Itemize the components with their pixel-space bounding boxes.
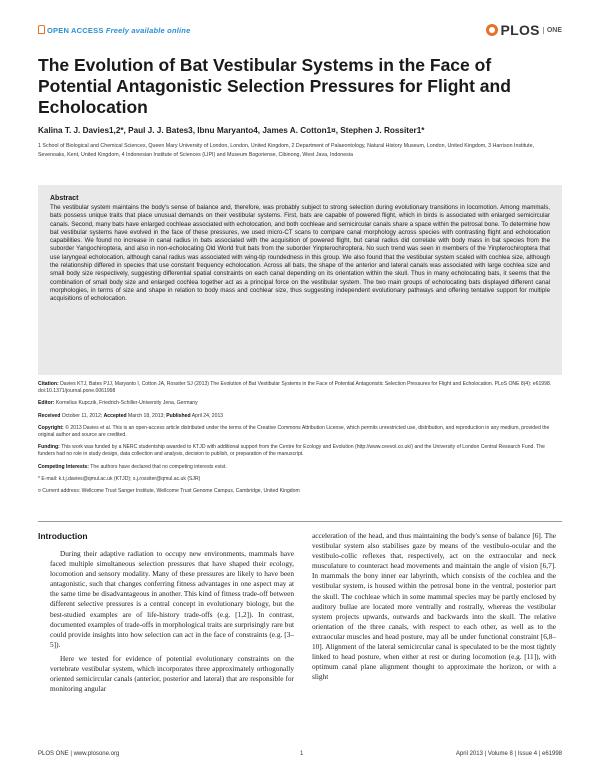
plos-one-logo — [486, 22, 563, 38]
author-list: Kalina T. J. Davies1,2*, Paul J. J. Bates3, Ibnu Maryanto4, James A. Cotton1¤, Stephen J. Rossiter1* — [38, 126, 425, 135]
intro-paragraph: Here we tested for evidence of potential evolutionary constraints on the vertebrate vestibular system, which incorporates three approximately orthogonally oriented semicircular canals (anterior, posterior and lateral) that are responsible for monitoring angular — [50, 653, 294, 694]
introduction-heading: Introduction — [38, 531, 88, 541]
competing-interests-label: Competing Interests: — [38, 463, 89, 470]
plos-logo-icon — [486, 24, 498, 36]
footer-journal: PLOS ONE | www.plosone.org — [38, 751, 120, 757]
citation — [38, 381, 560, 395]
competing-interests-text: The authors have declared that no competing interests exist. — [90, 463, 227, 470]
current-address: ¤ Current address: Wellcome Trust Sanger Institute, Wellcome Trust Genome Campus, Cambridge, United Kingdom — [38, 488, 300, 495]
abstract-text: The vestibular system maintains the body's sense of balance and, therefore, was probably subject to strong selection during evolutionary transitions in locomotion. Among mammals, bats possess unique traits that place unusual demands on their vestibular systems. First, bats are capable of powered flight, which in birds is associated with enlarged semicircular canals. Second, many bats have enlarged cochleae associated with echolocation, and both cochleae and semicircular canals share a space within the petrosal bone. To determine how bat vestibular systems have evolved in the face of these pressures, we used micro-CT scans to compare canal morphology across species with contrasting flight and echolocation capabilities. We found no increase in canal radius in bats associated with the acquisition of powered flight, but canal radius did correlate with body mass in bat species from the suborder Yangochiroptera, and also in non-echolocating Old World fruit bats from the suborder Yinpterochiroptera. No such trend was seen in members of the Yinpterochiroptera that use laryngeal echolocation, although canal radius was associated with wing-tip roundedness in this group. We also found that the vestibular system scaled with cochlea size, although the relationship differed in species that use constant frequency echolocation. Across all bats, the shape of the anterior and lateral canals was associated with large cochlea size and small body size respectively, suggesting differential spatial constraints on each canal depending on its orientation within the skull. Thus in many echolocating bats, it seems that the combination of small body size and enlarged cochlea together act as a principal force on the vestibular system. The two main groups of echolocating bats displayed different canal morphologies, in terms of size and shape in relation to body mass and cochlear size, thus suggesting independent evolutionary pathways and offering tentative support for multiple acquisitions of echolocation. — [50, 204, 550, 303]
published-label: Published — [166, 412, 191, 419]
intro-paragraph: During their adaptive radiation to occupy new environments, mammals have faced multiple simultaneous selection pressures that have shaped their ecology, locomotion and sensory modality. Many of these pressures are likely to have been antagonistic, such that changes conferring fitness advantages in one aspect may at the same time be disadvantageous in another. This kind of fitness trade-off between different selective pressures is a central concept in evolutionary biology, but the best-studied examples are of life-history trade-offs (e.g. [1,2]). In contrast, documented examples of trade-offs in morphological traits are surprisingly rare but could provide insights into how selection can act in the face of constraints (e.g. [3–5]). — [50, 549, 294, 649]
journal-header-bar — [38, 22, 562, 40]
footer-issue: April 2013 | Volume 8 | Issue 4 | e61998 — [455, 751, 562, 757]
dates — [38, 413, 560, 420]
article-title: The Evolution of Bat Vestibular Systems in the Face of Potential Antagonistic Selection Pressures for Flight and Echolocation — [38, 55, 511, 117]
editor-text: Kornelius Kupczik, Friedrich-Schiller-University Jena, Germany — [55, 400, 198, 407]
plos-logo-text: PLOS — [500, 22, 540, 38]
published-date: April 24, 2013 — [191, 412, 224, 419]
footer-page-number: 1 — [300, 751, 304, 757]
accepted-label: Accepted — [103, 412, 127, 419]
author-affiliations: 1 School of Biological and Chemical Sciences, Queen Mary University of London, London, United Kingdom, 2 Department of Palaeontology, Natural History Museum, London, United Kingdom, 3 Harrison Institute, Sevenoaks, Kent, United Kingdom, 4 Indonesian Institute of Sciences (LIPI) and Museum Bogoriense, Cibinong, West Java, Indonesia — [38, 143, 535, 158]
editor — [38, 400, 560, 407]
citation-text: Davies KTJ, Bates PJJ, Maryanto I, Cotton JA, Rossiter SJ (2013) The Evolution of Bat Vestibular Systems in the Face of Potential Antagonistic Selection Pressures for Flight and Echolocation. PLoS ONE 8(4): e61998. doi:10.1371/journal.pone.0061998 — [38, 381, 552, 395]
intro-paragraph: acceleration of the head, and thus maintaining the body's sense of balance [6]. The vestibular system also stabilises gaze by means of the vestibulo-ocular and the vestibulo-collic reflexes that, respectively, act on the extraocular and neck musculature to counteract head movements and maintain the angle of vision [6,7]. In mammals the bony inner ear labyrinth, which consists of the cochlea and the vestibular system, is housed within the petrosal bone in the ventral, posterior part the skull. The cochleae which in some mammal species may be partly enclosed by auditory bullae are located more ventrally and rostrally, whereas the vestibular system projects upwards, outwards and backwards into the skull. The relative orientation of the three canals, with respect to each other, as well as to the extraocular muscles and head posture, may all be under functional constraint [6,8–10]. Alignment of the lateral semicircular canal is speculated to be the most tightly linked to head posture, when either at rest or during locomotion (e.g. [11]), with optimum canal plane alignment thought to approximate the horizon, or with a slight — [312, 531, 556, 682]
received-label: Received — [38, 412, 61, 419]
open-access-lock-icon — [38, 25, 45, 34]
section-divider — [38, 521, 562, 522]
open-access-label: OPEN ACCESS — [47, 26, 104, 35]
introduction-left-column — [50, 549, 294, 694]
open-access-banner — [38, 25, 190, 35]
received-date: October 11, 2012; — [61, 412, 103, 419]
editor-label: Editor: — [38, 400, 55, 407]
plos-logo-suffix: ONE — [543, 27, 562, 34]
abstract-heading: Abstract — [50, 195, 79, 202]
copyright — [38, 425, 560, 439]
citation-label: Citation: — [38, 381, 59, 387]
accepted-date: March 18, 2013; — [127, 412, 165, 419]
funding-label: Funding: — [38, 444, 60, 451]
copyright-text: © 2013 Davies et al. This is an open-access article distributed under the terms of the Creative Commons Attribution License, which permits unrestricted use, distribution, and reproduction in any medium, provided the original author and source are credited. — [38, 424, 550, 439]
funding-text: This work was funded by a NERC studentship awarded to KTJD with additional support from the Centre for Ecology and Evolution (http://www.ceevol.co.uk/) and the University of London Central Research Fund. The funders had no role in study design, data collection and analysis, decision to publish, or preparation of the manuscript. — [38, 444, 545, 458]
abstract-box — [38, 185, 562, 375]
introduction-right-column — [312, 531, 556, 682]
competing-interests — [38, 464, 560, 471]
contact-email: * E-mail: k.t.j.davies@qmul.ac.uk (KTJD); s.j.rossiter@qmul.ac.uk (SJR) — [38, 475, 201, 482]
copyright-label: Copyright: — [38, 424, 64, 431]
freely-available-label: Freely available online — [105, 26, 191, 35]
funding — [38, 444, 560, 458]
article-metadata — [38, 381, 560, 500]
